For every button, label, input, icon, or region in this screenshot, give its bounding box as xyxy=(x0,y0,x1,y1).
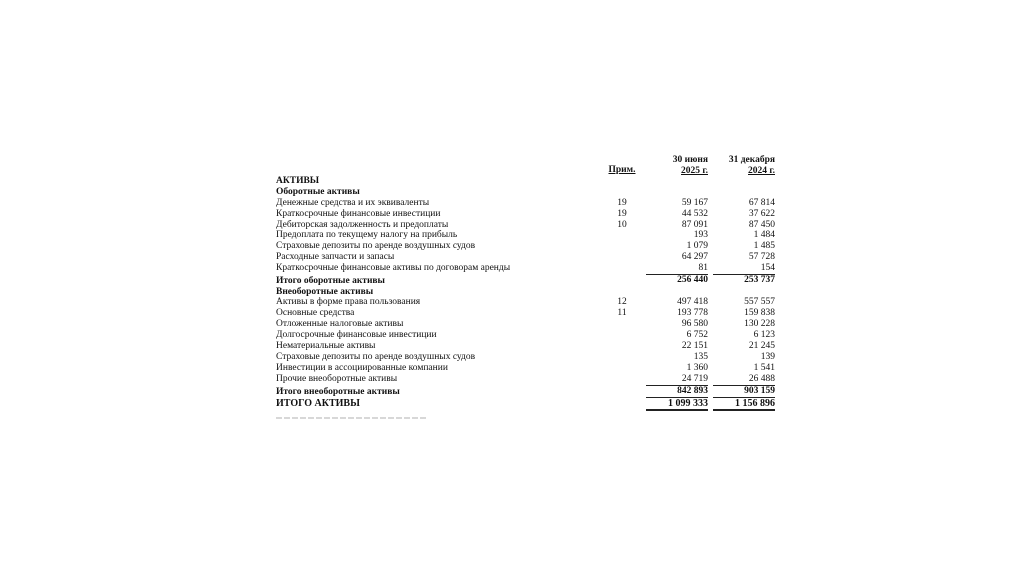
current-assets-heading-row xyxy=(276,187,776,198)
row-value-b: 26 488 xyxy=(748,373,775,384)
row-value-b: 37 622 xyxy=(748,208,775,219)
row-value-a: 44 532 xyxy=(681,208,708,219)
total-value-b: 903 159 xyxy=(713,385,775,397)
row-value-b: 21 245 xyxy=(748,340,775,351)
period-b-line2: 2024 г. xyxy=(748,165,775,176)
balance-sheet xyxy=(276,154,776,410)
row-label: Основные средства xyxy=(276,308,355,319)
row-value-b: 139 xyxy=(760,351,775,362)
row-value-b: 6 123 xyxy=(753,330,775,341)
row-value-b: 159 838 xyxy=(744,308,775,319)
row-label: Предоплата по текущему налогу на прибыль xyxy=(276,230,458,241)
cropped-text-edge xyxy=(276,417,426,419)
column-header xyxy=(276,154,776,176)
period-a-line2: 2025 г. xyxy=(681,165,708,176)
row-value-a: 59 167 xyxy=(681,197,708,208)
row-value-b: 87 450 xyxy=(748,219,775,230)
row-value-b: 57 728 xyxy=(748,252,775,263)
row-value-b: 1 485 xyxy=(753,241,775,252)
row-note: 19 xyxy=(617,208,627,219)
total-value-a: 256 440 xyxy=(646,274,708,286)
noncurrent-assets-rows xyxy=(276,297,776,384)
table-row xyxy=(276,341,776,352)
grand-total-label: ИТОГО АКТИВЫ xyxy=(276,398,360,410)
table-row xyxy=(276,363,776,374)
assets-title: АКТИВЫ xyxy=(276,176,320,186)
period-b-header xyxy=(713,155,775,176)
row-note: 12 xyxy=(617,297,627,308)
table-row xyxy=(276,241,776,252)
total-value-a: 842 893 xyxy=(646,385,708,397)
row-label: Дебиторская задолженность и предоплаты xyxy=(276,219,449,230)
table-row xyxy=(276,352,776,363)
row-label: Расходные запчасти и запасы xyxy=(276,252,395,263)
row-note: 10 xyxy=(617,219,627,230)
row-value-a: 22 151 xyxy=(681,340,708,351)
row-value-a: 6 752 xyxy=(686,330,708,341)
table-row xyxy=(276,263,776,274)
row-label: Отложенные налоговые активы xyxy=(276,319,404,330)
row-value-a: 193 778 xyxy=(677,308,708,319)
row-value-b: 1 484 xyxy=(753,230,775,241)
row-label: Страховые депозиты по аренде воздушных судов xyxy=(276,241,476,252)
row-value-a: 81 xyxy=(698,263,708,274)
row-value-b: 1 541 xyxy=(753,362,775,373)
period-b-line1: 31 декабря xyxy=(728,155,775,165)
row-value-a: 193 xyxy=(693,230,708,241)
row-note: 19 xyxy=(617,197,627,208)
noncurrent-assets-total-row xyxy=(276,385,776,398)
table-row xyxy=(276,297,776,308)
period-a-header xyxy=(646,155,708,176)
row-value-a: 497 418 xyxy=(677,297,708,308)
table-row xyxy=(276,374,776,385)
row-label: Активы в форме права пользования xyxy=(276,297,421,308)
grand-total-value-a: 1 099 333 xyxy=(646,397,708,411)
total-label: Итого оборотные активы xyxy=(276,276,385,287)
table-row xyxy=(276,252,776,263)
table-row xyxy=(276,230,776,241)
current-assets-heading: Оборотные активы xyxy=(276,186,360,197)
row-note: 11 xyxy=(617,308,627,319)
row-label: Страховые депозиты по аренде воздушных судов xyxy=(276,351,476,362)
row-label: Краткосрочные финансовые активы по договорам аренды xyxy=(276,263,511,274)
row-value-a: 1 360 xyxy=(686,362,708,373)
table-row xyxy=(276,330,776,341)
total-label: Итого внеоборотные активы xyxy=(276,386,400,397)
row-value-b: 557 557 xyxy=(744,297,775,308)
row-label: Краткосрочные финансовые инвестиции xyxy=(276,208,441,219)
row-value-b: 154 xyxy=(760,263,775,274)
table-row xyxy=(276,319,776,330)
row-value-a: 135 xyxy=(693,351,708,362)
section-title xyxy=(276,176,776,187)
row-value-a: 64 297 xyxy=(681,252,708,263)
row-label: Прочие внеоборотные активы xyxy=(276,373,398,384)
row-value-b: 67 814 xyxy=(748,197,775,208)
table-row xyxy=(276,220,776,231)
grand-total-row xyxy=(276,397,776,410)
note-column-header: Прим. xyxy=(608,165,636,175)
row-value-a: 1 079 xyxy=(686,241,708,252)
table-row xyxy=(276,209,776,220)
row-value-b: 130 228 xyxy=(744,319,775,330)
row-label: Нематериальные активы xyxy=(276,340,376,351)
total-value-b: 253 737 xyxy=(713,274,775,286)
table-row xyxy=(276,308,776,319)
grand-total-value-b: 1 156 896 xyxy=(713,397,775,411)
table-row xyxy=(276,198,776,209)
row-label: Долгосрочные финансовые инвестиции xyxy=(276,330,437,341)
noncurrent-assets-heading-row xyxy=(276,287,776,298)
current-assets-total-row xyxy=(276,274,776,287)
row-label: Денежные средства и их эквиваленты xyxy=(276,197,430,208)
period-a-line1: 30 июня xyxy=(672,155,708,165)
noncurrent-assets-heading: Внеоборотные активы xyxy=(276,286,374,297)
row-label: Инвестиции в ассоциированные компании xyxy=(276,362,448,373)
row-value-a: 87 091 xyxy=(681,219,708,230)
current-assets-rows xyxy=(276,198,776,274)
row-value-a: 96 580 xyxy=(681,319,708,330)
row-value-a: 24 719 xyxy=(681,373,708,384)
